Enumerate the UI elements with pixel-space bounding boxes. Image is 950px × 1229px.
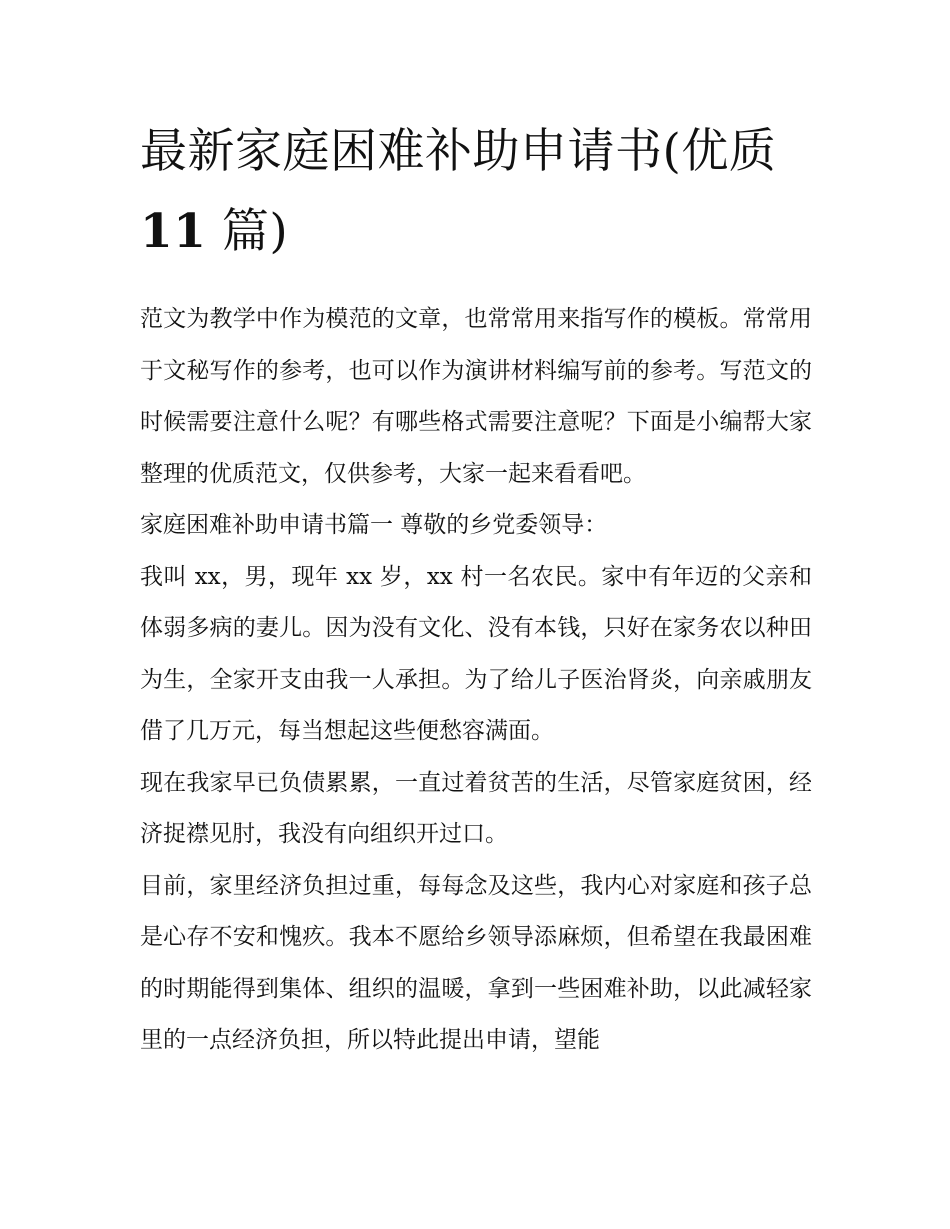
- section-heading-salutation: 家庭困难补助申请书篇一 尊敬的乡党委领导：: [140, 512, 608, 538]
- body-paragraph: 我叫 xx，男，现年 xx 岁，xx 村一名农民。家中有年迈的父亲和体弱多病的妻儿。因为没有文化、没有本钱，只好在家务农以种田为生，全家开支由我一人承担。为了给儿子医治肾炎，向亲戚朋友借了几万元，每当想起这些便愁容满面。: [140, 563, 812, 744]
- body-paragraph: 现在我家早已负债累累，一直过着贫苦的生活，尽管家庭贫困，经济捉襟见肘，我没有向组织开过口。: [140, 769, 812, 847]
- document-body: [140, 294, 812, 1067]
- title-line-2: 篇): [206, 204, 289, 259]
- document-content: [140, 112, 812, 1067]
- title-line-1: 最新家庭困难补助申请书(优质: [140, 124, 777, 179]
- body-paragraph: 目前，家里经济负担过重，每每念及这些，我内心对家庭和孩子总是心存不安和愧疚。我本不愿给乡领导添麻烦，但希望在我最困难的时期能得到集体、组织的温暖，拿到一些困难补助，以此减轻家里的一点经济负担，所以特此提出申请，望能: [140, 872, 812, 1053]
- title-number: 11: [140, 204, 207, 259]
- intro-paragraph: 范文为教学中作为模范的文章，也常常用来指写作的模板。常常用于文秘写作的参考，也可以作为演讲材料编写前的参考。写范文的时候需要注意什么呢？有哪些格式需要注意呢？下面是小编帮大家整理的优质范文，仅供参考，大家一起来看看吧。: [140, 306, 812, 487]
- document-title: [140, 112, 812, 272]
